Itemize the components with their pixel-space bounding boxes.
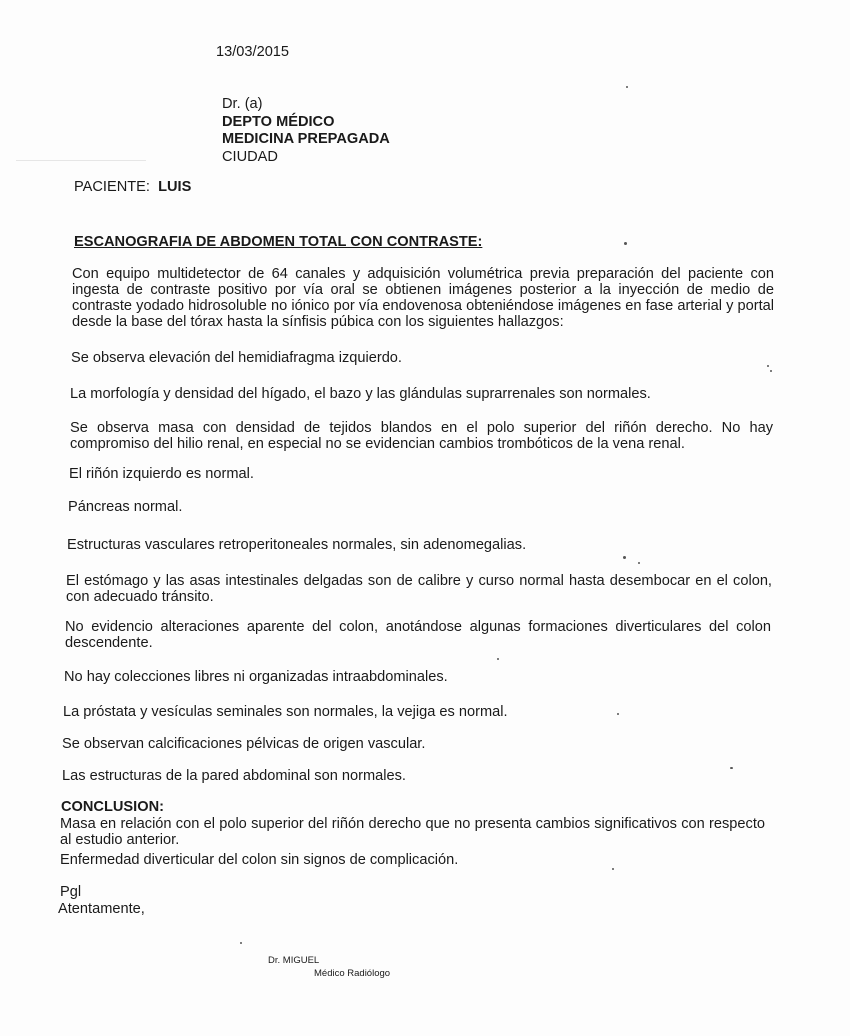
- addressee-line-4: CIUDAD: [222, 148, 278, 165]
- scan-artifact: [16, 160, 146, 161]
- addressee-block: [222, 96, 390, 166]
- report-title: ESCANOGRAFIA DE ABDOMEN TOTAL CON CONTRASTE:: [74, 234, 483, 250]
- finding-5: Páncreas normal.: [68, 499, 183, 515]
- finding-8: No evidencio alteraciones aparente del colon, anotándose algunas formaciones diverticulares del colon descendente.: [65, 619, 771, 651]
- scan-speck: [240, 942, 242, 944]
- scan-speck: [624, 242, 627, 245]
- scan-speck: [770, 370, 772, 372]
- finding-6: Estructuras vasculares retroperitoneales normales, sin adenomegalias.: [67, 537, 527, 553]
- patient-name: LUIS: [158, 179, 192, 195]
- conclusion-item-2: Enfermedad diverticular del colon sin signos de complicación.: [60, 852, 459, 868]
- conclusion-title: CONCLUSION:: [61, 799, 164, 815]
- scan-speck: [626, 86, 628, 88]
- finding-9: No hay colecciones libres ni organizadas intraabdominales.: [64, 669, 448, 685]
- finding-3: Se observa masa con densidad de tejidos blandos en el polo superior del riñón derecho. No hay compromiso del hilio renal, en especial no se evidencian cambios trombóticos de la vena renal.: [70, 420, 773, 452]
- intro-paragraph: Con equipo multidetector de 64 canales y adquisición volumétrica previa preparación del paciente con ingesta de contraste positivo por vía oral se obtienen imágenes posterior a la inyección de medio de contraste yodado hidrosoluble no iónico por vía endovenosa obteniéndose imágenes en fase arterial y portal desde la base del tórax hasta la sínfisis púbica con los siguientes hallazgos:: [72, 266, 774, 330]
- scan-speck: [730, 767, 733, 769]
- finding-11: Se observan calcificaciones pélvicas de origen vascular.: [62, 736, 426, 752]
- scan-speck: [638, 562, 640, 564]
- conclusion-item-1: Masa en relación con el polo superior del riñón derecho que no presenta cambios significativos con respecto al estudio anterior.: [60, 816, 765, 848]
- finding-4: El riñón izquierdo es normal.: [69, 466, 254, 482]
- finding-12: Las estructuras de la pared abdominal son normales.: [62, 768, 406, 784]
- patient-line: [74, 179, 191, 195]
- scan-speck: [612, 868, 614, 870]
- report-date: 13/03/2015: [216, 44, 290, 60]
- addressee-line-1: Dr. (a): [222, 96, 263, 112]
- addressee-line-3: MEDICINA PREPAGADA: [222, 131, 390, 147]
- addressee-line-2: DEPTO MÉDICO: [222, 113, 335, 130]
- scan-speck: [497, 658, 499, 660]
- signature-role: Médico Radiólogo: [314, 968, 391, 979]
- patient-label: PACIENTE:: [74, 179, 150, 195]
- finding-2: La morfología y densidad del hígado, el bazo y las glándulas suprarrenales son normales.: [70, 386, 651, 402]
- signature-name: Dr. MIGUEL: [268, 955, 320, 966]
- finding-7: El estómago y las asas intestinales delgadas son de calibre y curso normal hasta desembocar en el colon, con adecuado tránsito.: [66, 573, 772, 605]
- scan-speck: [623, 556, 626, 559]
- scan-speck: [617, 713, 619, 715]
- finding-10: La próstata y vesículas seminales son normales, la vejiga es normal.: [63, 704, 508, 720]
- closing-initials: Pgl: [60, 884, 82, 900]
- closing-salutation: Atentamente,: [58, 901, 145, 917]
- scan-speck: [767, 365, 769, 367]
- finding-1: Se observa elevación del hemidiafragma izquierdo.: [71, 350, 402, 366]
